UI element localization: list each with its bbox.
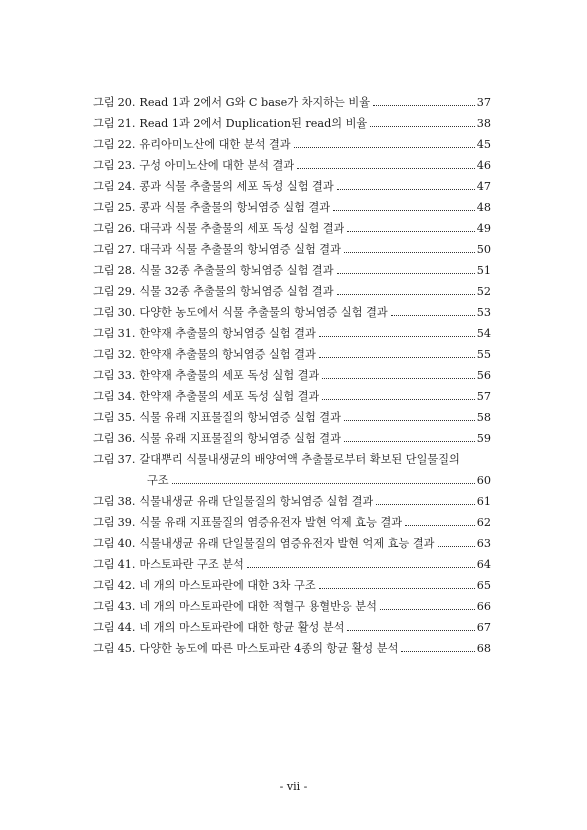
figure-label: 그림 xyxy=(93,348,115,361)
dot-leader xyxy=(294,146,475,148)
figure-label: 그림 xyxy=(93,327,115,340)
figure-number: 45. xyxy=(117,642,136,655)
dot-leader xyxy=(319,587,475,589)
dot-leader xyxy=(337,293,475,295)
figure-title-continued: 구조 xyxy=(147,474,169,487)
toc-entry-figure-25[interactable] xyxy=(93,201,491,215)
toc-entry-figure-26[interactable] xyxy=(93,222,491,236)
figure-label: 그림 xyxy=(93,558,115,571)
figure-number: 32. xyxy=(117,348,136,361)
figure-label: 그림 xyxy=(93,306,115,319)
page-footer xyxy=(0,780,587,793)
toc-entry-figure-28[interactable] xyxy=(93,264,491,278)
toc-entry-figure-32[interactable] xyxy=(93,348,491,362)
dot-leader xyxy=(297,167,475,169)
figure-number: 43. xyxy=(117,600,136,613)
figure-number: 41. xyxy=(117,558,136,571)
page-number: 55 xyxy=(476,348,491,361)
dot-leader xyxy=(376,503,474,505)
figure-number: 40. xyxy=(117,537,136,550)
page-number: 47 xyxy=(476,180,491,193)
figure-title: 마스토파란 구조 분석 xyxy=(139,558,244,571)
figure-label: 그림 xyxy=(93,243,115,256)
toc-entry-figure-43[interactable] xyxy=(93,600,491,614)
figure-title: 네 개의 마스토파란에 대한 항균 활성 분석 xyxy=(139,621,345,634)
page-number: 66 xyxy=(476,600,491,613)
page-number: 57 xyxy=(476,390,491,403)
figure-number: 26. xyxy=(117,222,136,235)
dot-leader xyxy=(438,545,475,547)
figure-number: 33. xyxy=(117,369,136,382)
figure-title: 콩과 식물 추출물의 항뇌염증 실험 결과 xyxy=(139,201,331,214)
figure-number: 24. xyxy=(117,180,136,193)
figure-title: 식물 32종 추출물의 항뇌염증 실험 결과 xyxy=(139,264,334,277)
figure-title: Read 1과 2에서 G와 C base가 차지하는 비율 xyxy=(139,96,370,109)
page-number: 61 xyxy=(476,495,491,508)
dot-leader xyxy=(373,104,475,106)
page-number: 45 xyxy=(476,138,491,151)
toc-entry-figure-30[interactable] xyxy=(93,306,491,320)
figure-title: 다양한 농도에 따른 마스토파란 4종의 항균 활성 분석 xyxy=(139,642,399,655)
dot-leader xyxy=(322,398,474,400)
figure-number: 27. xyxy=(117,243,136,256)
figure-label: 그림 xyxy=(93,537,115,550)
page-number: 54 xyxy=(476,327,491,340)
figure-label: 그림 xyxy=(93,390,115,403)
page-number: 48 xyxy=(476,201,491,214)
figure-label: 그림 xyxy=(93,180,115,193)
figure-number: 36. xyxy=(117,432,136,445)
page-number: 52 xyxy=(476,285,491,298)
dot-leader xyxy=(391,314,475,316)
figure-label: 그림 xyxy=(93,453,115,466)
toc-entry-figure-22[interactable] xyxy=(93,138,491,152)
page-number: 38 xyxy=(476,117,491,130)
toc-entry-figure-37[interactable] xyxy=(93,453,491,488)
dot-leader xyxy=(247,566,475,568)
page-number: 67 xyxy=(476,621,491,634)
figure-title: 유리아미노산에 대한 분석 결과 xyxy=(139,138,291,151)
figure-number: 29. xyxy=(117,285,136,298)
figure-label: 그림 xyxy=(93,516,115,529)
list-of-figures xyxy=(93,96,491,663)
figure-number: 38. xyxy=(117,495,136,508)
figure-label: 그림 xyxy=(93,285,115,298)
figure-label: 그림 xyxy=(93,432,115,445)
figure-title: Read 1과 2에서 Duplication된 read의 비율 xyxy=(139,117,368,130)
figure-number: 25. xyxy=(117,201,136,214)
page-number: 68 xyxy=(476,642,491,655)
dot-leader xyxy=(370,125,475,127)
figure-number: 21. xyxy=(117,117,136,130)
figure-number: 42. xyxy=(117,579,136,592)
figure-label: 그림 xyxy=(93,264,115,277)
dot-leader xyxy=(347,629,474,631)
figure-number: 22. xyxy=(117,138,136,151)
figure-label: 그림 xyxy=(93,600,115,613)
toc-entry-figure-20[interactable] xyxy=(93,96,491,110)
dot-leader xyxy=(337,188,475,190)
page-number: 58 xyxy=(476,411,491,424)
page-number: 56 xyxy=(476,369,491,382)
figure-number: 31. xyxy=(117,327,136,340)
page-number: 64 xyxy=(476,558,491,571)
figure-title: 대극과 식물 추출물의 항뇌염증 실험 결과 xyxy=(139,243,341,256)
figure-label: 그림 xyxy=(93,369,115,382)
toc-entry-figure-41[interactable] xyxy=(93,558,491,572)
figure-title: 한약재 추출물의 항뇌염증 실험 결과 xyxy=(139,327,316,340)
figure-title: 식물내생균 유래 단일물질의 항뇌염증 실험 결과 xyxy=(139,495,374,508)
figure-label: 그림 xyxy=(93,222,115,235)
figure-number: 23. xyxy=(117,159,136,172)
figure-title: 대극과 식물 추출물의 세포 독성 실험 결과 xyxy=(139,222,345,235)
figure-label: 그림 xyxy=(93,117,115,130)
toc-entry-figure-29[interactable] xyxy=(93,285,491,299)
figure-title: 식물 유래 지표물질의 항뇌염증 실험 결과 xyxy=(139,411,341,424)
dot-leader xyxy=(344,419,475,421)
dot-leader xyxy=(380,608,475,610)
figure-label: 그림 xyxy=(93,642,115,655)
dot-leader xyxy=(319,356,475,358)
page-number: 46 xyxy=(476,159,491,172)
toc-entry-figure-44[interactable] xyxy=(93,621,491,635)
figure-number: 35. xyxy=(117,411,136,424)
toc-entry-figure-34[interactable] xyxy=(93,390,491,404)
dot-leader xyxy=(337,272,475,274)
figure-label: 그림 xyxy=(93,138,115,151)
figure-title: 콩과 식물 추출물의 세포 독성 실험 결과 xyxy=(139,180,334,193)
figure-number: 20. xyxy=(117,96,136,109)
dot-leader xyxy=(319,335,475,337)
toc-entry-figure-33[interactable] xyxy=(93,369,491,383)
toc-entry-figure-24[interactable] xyxy=(93,180,491,194)
page-number: 37 xyxy=(476,96,491,109)
dot-leader xyxy=(172,482,475,484)
figure-title: 다양한 농도에서 식물 추출물의 항뇌염증 실험 결과 xyxy=(139,306,388,319)
figure-title: 식물 유래 지표물질의 염증유전자 발현 억제 효능 결과 xyxy=(139,516,403,529)
figure-title: 한약재 추출물의 항뇌염증 실험 결과 xyxy=(139,348,316,361)
figure-number: 39. xyxy=(117,516,136,529)
figure-label: 그림 xyxy=(93,579,115,592)
dot-leader xyxy=(344,251,475,253)
figure-label: 그림 xyxy=(93,96,115,109)
toc-entry-figure-42[interactable] xyxy=(93,579,491,593)
figure-title: 식물내생균 유래 단일물질의 염증유전자 발현 억제 효능 결과 xyxy=(139,537,435,550)
page-number: 63 xyxy=(476,537,491,550)
toc-entry-figure-31[interactable] xyxy=(93,327,491,341)
figure-number: 37. xyxy=(117,453,136,466)
toc-entry-figure-40[interactable] xyxy=(93,537,491,551)
figure-title: 네 개의 마스토파란에 대한 3차 구조 xyxy=(139,579,316,592)
toc-entry-figure-23[interactable] xyxy=(93,159,491,173)
figure-title: 한약재 추출물의 세포 독성 실험 결과 xyxy=(139,390,320,403)
toc-entry-figure-39[interactable] xyxy=(93,516,491,530)
dot-leader xyxy=(401,650,474,652)
figure-label: 그림 xyxy=(93,159,115,172)
toc-entry-figure-36[interactable] xyxy=(93,432,491,446)
page-number: 60 xyxy=(476,474,491,487)
figure-title: 갈대뿌리 식물내생균의 배양여액 추출물로부터 확보된 단일물질의 xyxy=(139,453,460,466)
figure-number: 30. xyxy=(117,306,136,319)
figure-title: 구성 아미노산에 대한 분석 결과 xyxy=(139,159,295,172)
page-number: 59 xyxy=(476,432,491,445)
dot-leader xyxy=(347,230,474,232)
toc-entry-figure-45[interactable] xyxy=(93,642,491,656)
toc-entry-figure-27[interactable] xyxy=(93,243,491,257)
figure-label: 그림 xyxy=(93,621,115,634)
figure-title: 식물 32종 추출물의 항뇌염증 실험 결과 xyxy=(139,285,334,298)
figure-number: 34. xyxy=(117,390,136,403)
dot-leader xyxy=(322,377,474,379)
page-number: 53 xyxy=(476,306,491,319)
toc-entry-figure-38[interactable] xyxy=(93,495,491,509)
toc-entry-figure-35[interactable] xyxy=(93,411,491,425)
page-number: 65 xyxy=(476,579,491,592)
dot-leader xyxy=(333,209,475,211)
figure-title: 식물 유래 지표물질의 항뇌염증 실험 결과 xyxy=(139,432,341,445)
dot-leader xyxy=(405,524,475,526)
toc-entry-figure-21[interactable] xyxy=(93,117,491,131)
figure-title: 한약재 추출물의 세포 독성 실험 결과 xyxy=(139,369,320,382)
figure-label: 그림 xyxy=(93,495,115,508)
footer-page-number: - vii - xyxy=(279,780,308,793)
page-number: 62 xyxy=(476,516,491,529)
page-number: 50 xyxy=(476,243,491,256)
figure-number: 44. xyxy=(117,621,136,634)
figure-number: 28. xyxy=(117,264,136,277)
figure-label: 그림 xyxy=(93,201,115,214)
figure-label: 그림 xyxy=(93,411,115,424)
page-number: 51 xyxy=(476,264,491,277)
page-number: 49 xyxy=(476,222,491,235)
dot-leader xyxy=(344,440,475,442)
figure-title: 네 개의 마스토파란에 대한 적혈구 용혈반응 분석 xyxy=(139,600,377,613)
